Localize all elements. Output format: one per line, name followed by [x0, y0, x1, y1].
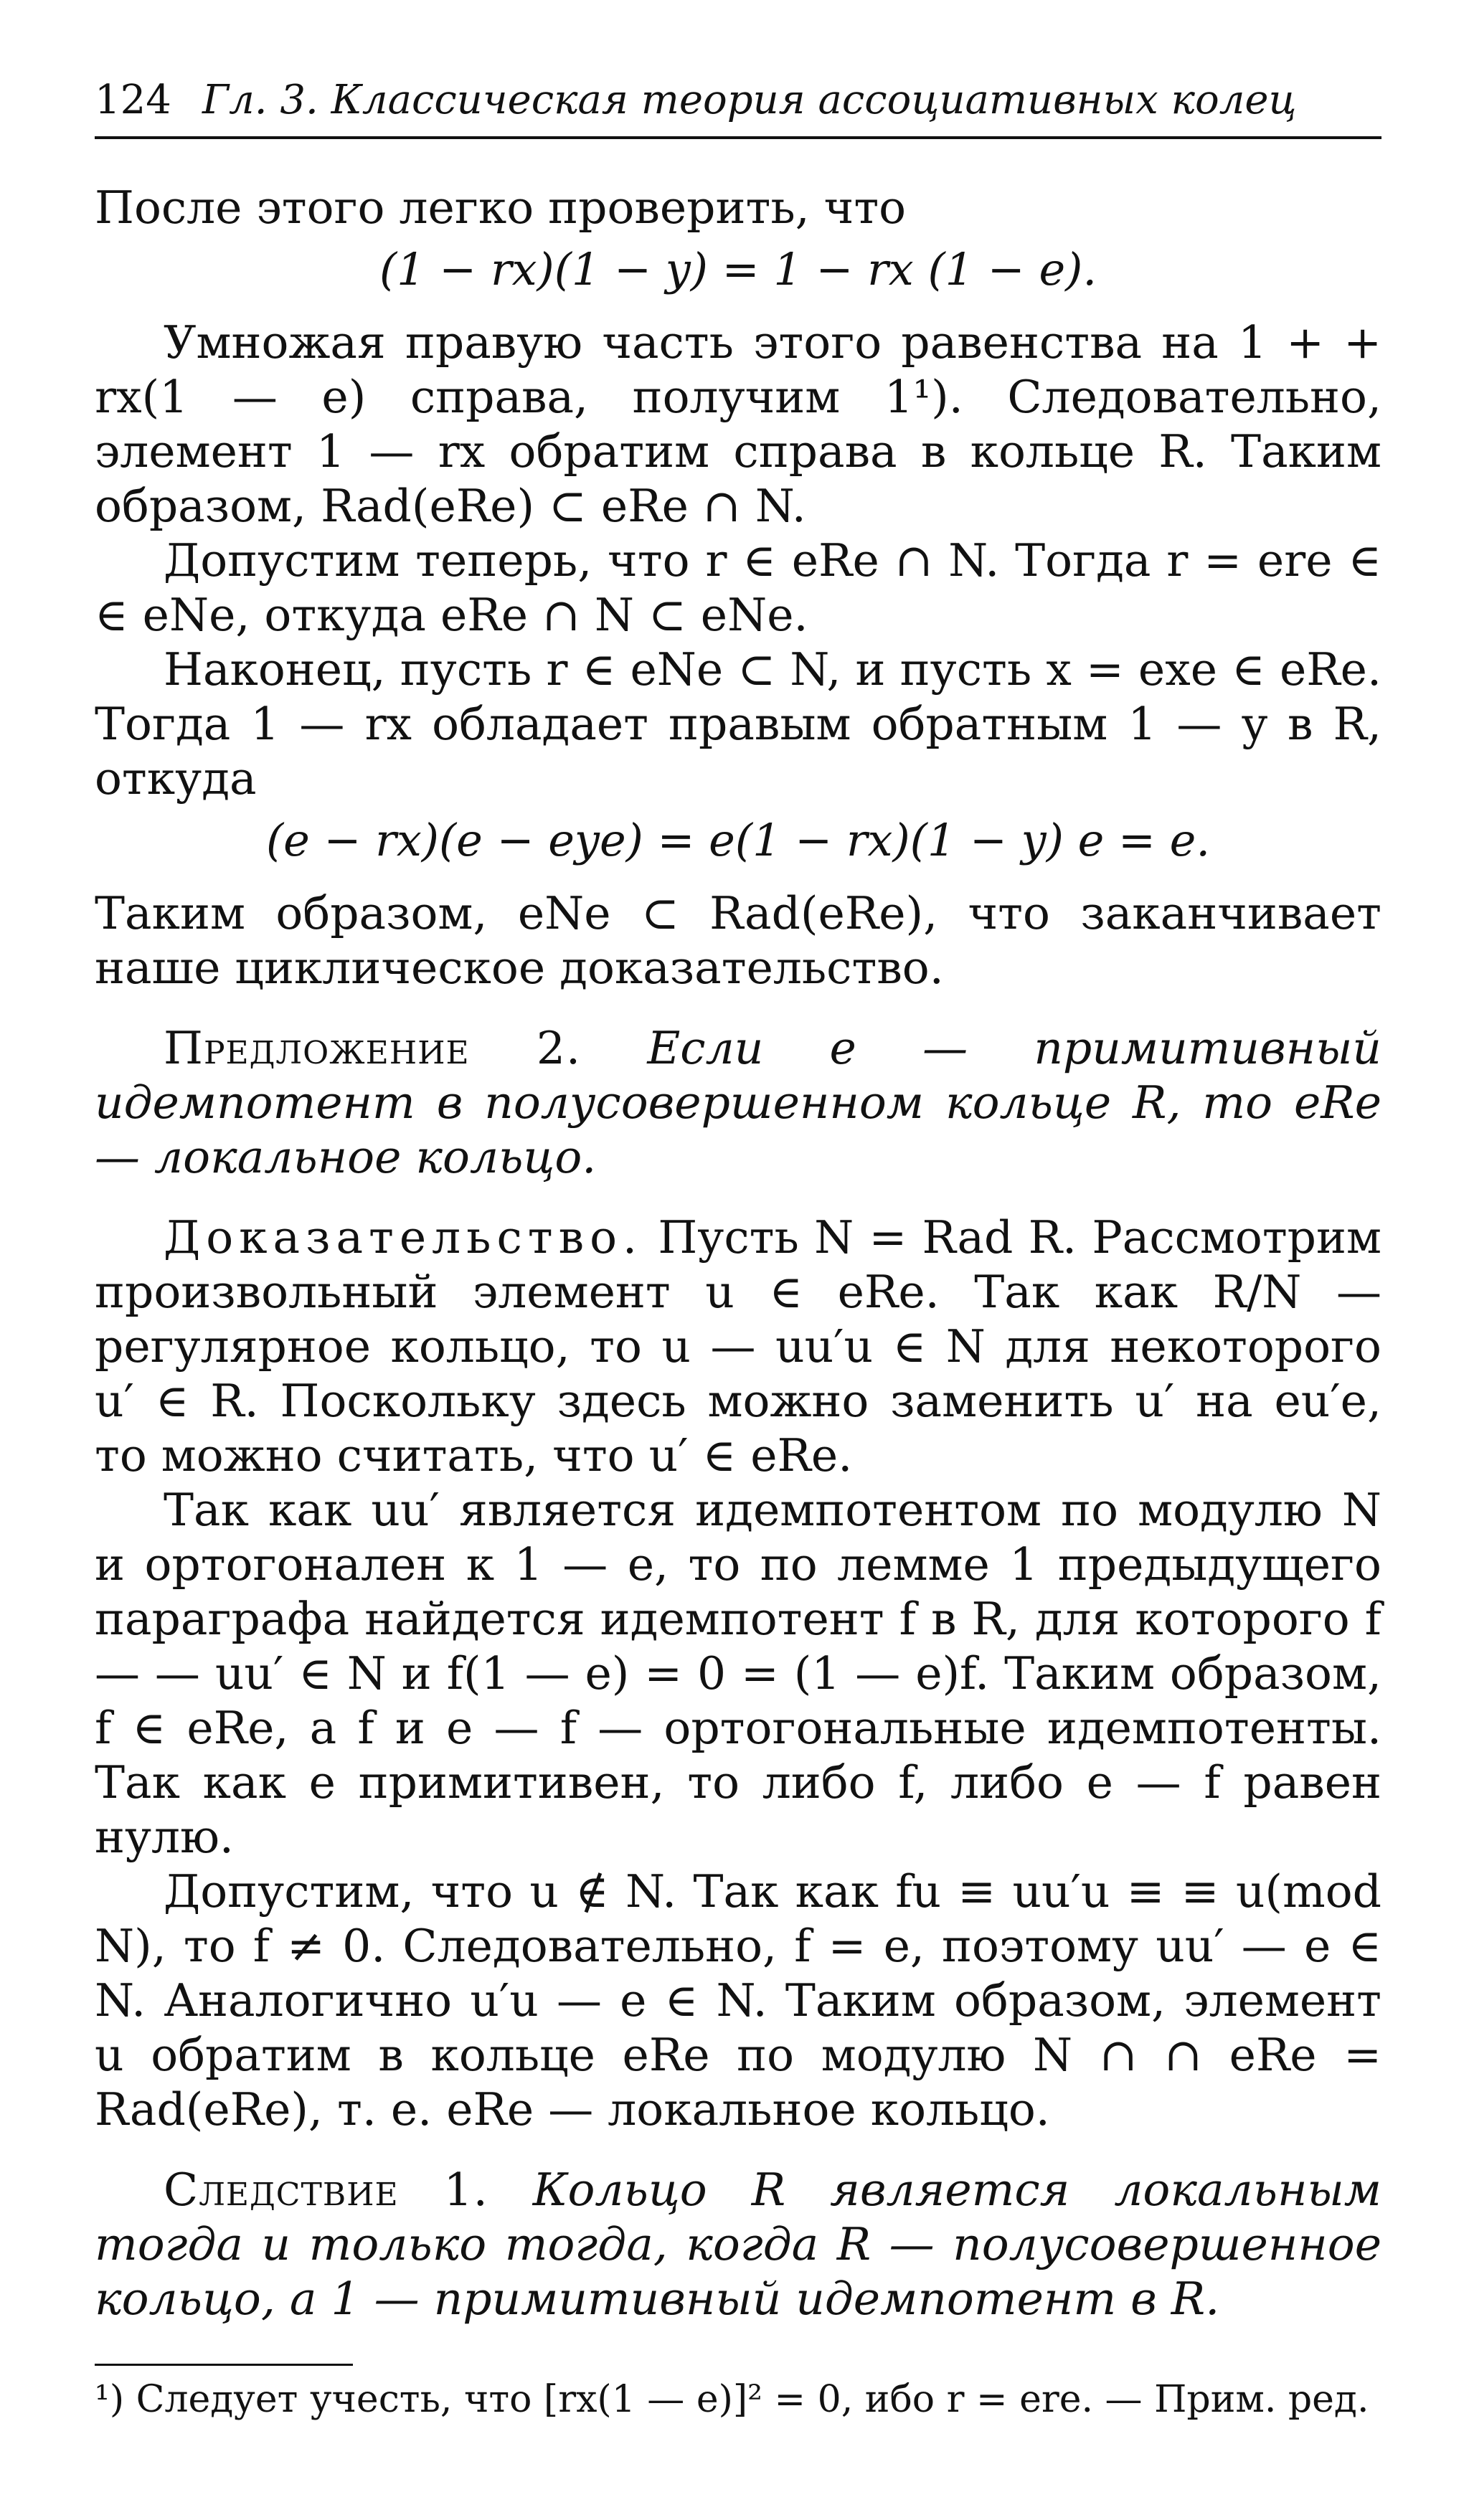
formula-1: (1 − rx)(1 − y) = 1 − rx (1 − e).: [379, 243, 1097, 295]
paragraph-multiply: Умножая правую часть этого равенства на 1 + + rx(1 — e) справа, получим 1¹). Следовательно, элемент 1 — rx обратим справа в кольце R. Таким образом, Rad(eRe) ⊂ eRe ∩ N.: [95, 316, 1381, 532]
page-number: 124: [95, 77, 171, 123]
chapter-title: Гл. 3. Классическая теория ассоциативных колец: [202, 77, 1297, 123]
paragraph-suppose: Допустим теперь, что r ∈ eRe ∩ N. Тогда r = ere ∈ ∈ eNe, откуда eRe ∩ N ⊂ eNe.: [95, 534, 1381, 641]
footnote-rule: [95, 2364, 353, 2366]
paragraph-finally: Наконец, пусть r ∈ eNe ⊂ N, и пусть x = exe ∈ eRe. Тогда 1 — rx обладает правым обратным 1 — y в R, откуда: [95, 643, 1381, 805]
corollary-label: Следствие 1.: [164, 2164, 488, 2216]
proposition-2: [95, 1021, 1381, 1185]
paragraph-local-ring: Допустим, что u ∉ N. Так как fu ≡ uu′u ≡ ≡ u(mod N), то f ≠ 0. Следовательно, f = e, поэтому uu′ — e ∈ N. Аналогично u′u — e ∈ N. Таким образом, элемент u обратим в кольце eRe по модулю N ∩ ∩ eRe = Rad(eRe), т. е. eRe — локальное кольцо.: [95, 1865, 1381, 2136]
proof-text: Пусть N = Rad R. Рассмотрим произвольный элемент u ∈ eRe. Так как R/N — регулярное кольцо, то u — uu′u ∈ N для некоторого u′ ∈ R. Поскольку здесь можно заменить u′ на eu′e, то можно считать, что u′ ∈ eRe.: [95, 1211, 1381, 1482]
proof-label: Доказательство.: [164, 1211, 643, 1264]
formula-2: (e − rx)(e − eye) = e(1 − rx)(1 − y) e = e.: [265, 814, 1211, 866]
footnote: ¹) Следует учесть, что [rx(1 — e)]² = 0, ибо r = ere. — Прим. ред.: [95, 2378, 1369, 2421]
running-head: [95, 72, 1381, 139]
paragraph-idempotent: Так как uu′ является идемпотентом по модулю N и ортогонален к 1 — e, то по лемме 1 предыдущего параграфа найдется идемпотент f в R, для которого f — — uu′ ∈ N и f(1 — e) = 0 = (1 — e)f. Таким образом, f ∈ eRe, а f и e — f — ортогональные идемпотенты. Так как e примитивен, то либо f, либо e — f равен нулю.: [95, 1484, 1381, 1863]
proposition-label: Предложение 2.: [164, 1022, 582, 1074]
paragraph-intro: После этого легко проверить, что: [95, 181, 907, 234]
corollary-1: [95, 2163, 1381, 2326]
paragraph-conclusion: Таким образом, eNe ⊂ Rad(eRe), что заканчивает наше циклическое доказательство.: [95, 887, 1381, 994]
proof-paragraph: [95, 1211, 1381, 1483]
corollary-text: Кольцо R является локальным тогда и только тогда, когда R — полусовершенное кольцо, а 1 — примитивный идемпотент в R.: [95, 2164, 1381, 2325]
proposition-text: Если e — примитивный идемпотент в полусовершенном кольце R, то eRe — локальное кольцо.: [95, 1022, 1382, 1183]
